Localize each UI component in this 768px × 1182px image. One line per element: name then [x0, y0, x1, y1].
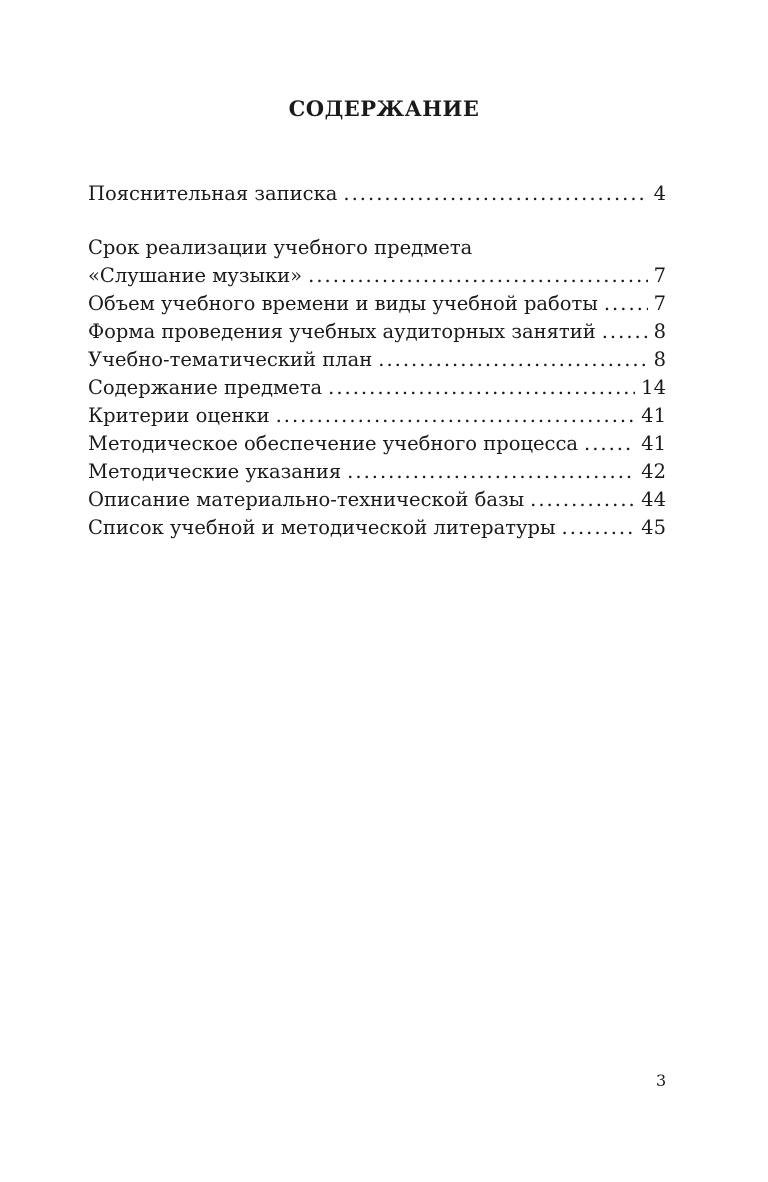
dot-leader	[378, 346, 647, 374]
dot-leader	[604, 290, 648, 318]
toc-entry	[88, 430, 666, 458]
dot-leader	[347, 458, 635, 486]
toc-entry	[88, 346, 666, 374]
toc-entry-title: Пояснительная записка	[88, 182, 338, 205]
toc-entry-title: Объем учебного времени и виды учебной работы	[88, 292, 598, 315]
toc-entry-title: Срок реализации учебного предмета	[88, 236, 473, 259]
dot-leader	[276, 402, 636, 430]
dot-leader	[602, 318, 648, 346]
toc-entry-page: 45	[641, 516, 666, 539]
page-title: СОДЕРЖАНИЕ	[288, 96, 480, 121]
toc-entry-title: Описание материально-технической базы	[88, 488, 525, 511]
toc-entry-page: 41	[641, 404, 666, 427]
dot-leader	[308, 262, 647, 290]
toc-entry	[88, 318, 666, 346]
dot-leader	[343, 180, 647, 208]
toc-entry-title: Учебно-тематический план	[88, 348, 373, 371]
toc-entry	[88, 234, 666, 262]
dot-leader	[562, 514, 636, 542]
toc-entry	[88, 514, 666, 542]
toc-entry	[88, 402, 666, 430]
toc-entry	[88, 180, 666, 208]
toc-entry-page: 42	[641, 460, 666, 483]
table-of-contents	[88, 180, 666, 542]
toc-entry	[88, 262, 666, 290]
toc-entry-title: Форма проведения учебных аудиторных занятий	[88, 320, 596, 343]
toc-entry-title: Методическое обеспечение учебного процесса	[88, 432, 579, 455]
toc-entry-page: 7	[653, 264, 666, 287]
toc-entry-page: 7	[653, 292, 666, 315]
toc-entry-page: 4	[653, 182, 666, 205]
toc-entry-title: Методические указания	[88, 460, 342, 483]
toc-entry-title: Критерии оценки	[88, 404, 270, 427]
toc-entry-title: Содержание предмета	[88, 376, 323, 399]
toc-entry	[88, 290, 666, 318]
toc-entry-title: «Слушание музыки»	[88, 264, 303, 287]
dot-leader	[530, 486, 635, 514]
toc-entry-page: 8	[653, 320, 666, 343]
toc-entry	[88, 486, 666, 514]
toc-entry-page: 8	[653, 348, 666, 371]
toc-entry-page: 44	[641, 488, 666, 511]
dot-leader	[328, 374, 635, 402]
toc-entry-title: Список учебной и методической литературы	[88, 516, 556, 539]
toc-entry	[88, 458, 666, 486]
toc-entry-page: 41	[641, 432, 666, 455]
dot-leader	[584, 430, 635, 458]
page-number: 3	[656, 1071, 667, 1090]
toc-entry	[88, 374, 666, 402]
toc-entry-page: 14	[641, 376, 666, 399]
